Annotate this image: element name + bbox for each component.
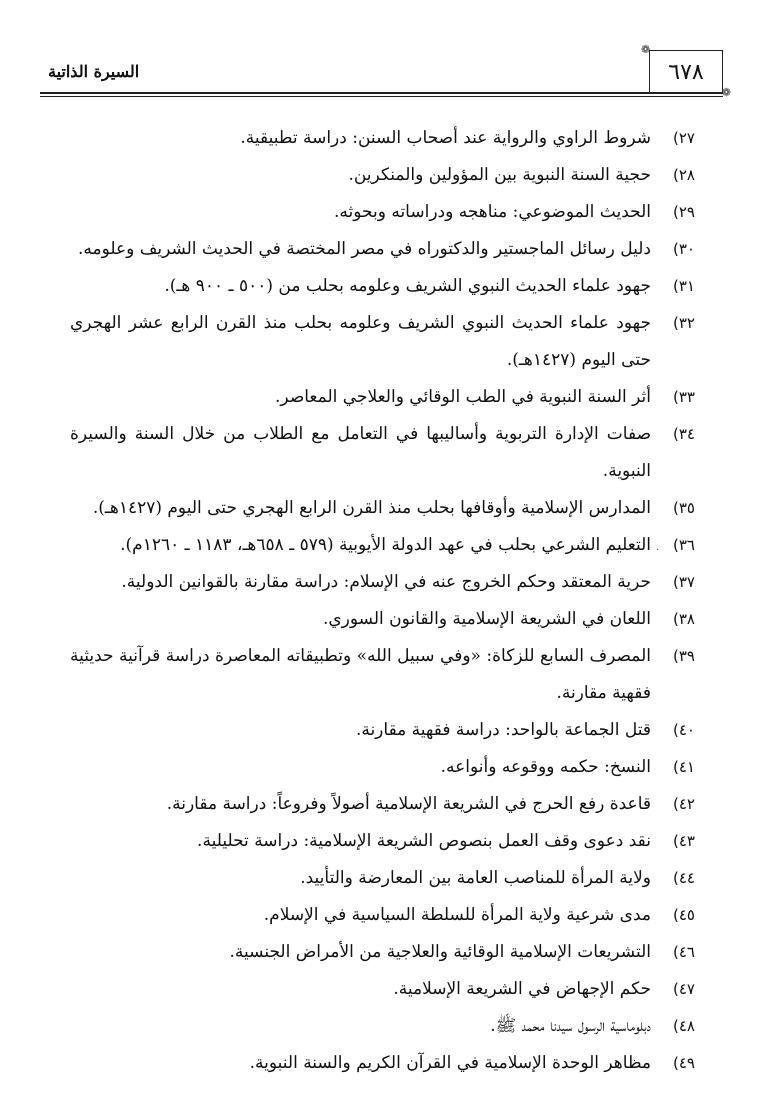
item-number: ٤٩): [673, 1054, 695, 1072]
list-item: [70, 490, 695, 527]
list-item: [70, 934, 695, 971]
list-item: [70, 786, 695, 823]
page-number-box: [641, 43, 731, 99]
list-item: [70, 823, 695, 860]
item-number: ٣١): [673, 277, 695, 295]
list-item: [70, 897, 695, 934]
list-item: [70, 601, 695, 638]
item-text: المدارس الإسلامية وأوقافها بحلب منذ القرن الرابع الهجري حتى اليوم (١٤٢٧هـ).: [92, 498, 651, 518]
item-number: ٣٧): [673, 573, 695, 591]
item-number: ٤٣): [673, 832, 695, 850]
item-number: ٤٥): [673, 906, 695, 924]
item-text: دبلوماسية الرسول سيدنا محمد ﷺ.: [490, 1016, 651, 1036]
item-text: الحديث الموضوعي: مناهجه ودراساته وبحوثه.: [333, 202, 651, 222]
list-item: [70, 120, 695, 157]
header-title: السيرة الذاتية: [48, 62, 140, 81]
list-item: [70, 564, 695, 601]
item-number: ٣٣): [673, 388, 695, 406]
item-text: قتل الجماعة بالواحد: دراسة فقهية مقارنة.: [355, 720, 651, 740]
header-rule-thin: [40, 96, 723, 97]
ornament-icon: ❁: [641, 43, 651, 56]
item-number: ٤٦): [673, 943, 695, 961]
item-text: دليل رسائل الماجستير والدكتوراه في مصر المختصة في الحديث الشريف وعلومه.: [77, 239, 651, 259]
item-text: التعليم الشرعي بحلب في عهد الدولة الأيوبية (٥٧٩ ـ ٦٥٨هـ، ١١٨٣ ـ ١٢٦٠م).: [120, 535, 651, 555]
item-text: جهود علماء الحديث النبوي الشريف وعلومه بحلب منذ القرن الرابع عشر الهجري حتى اليوم (١٤٢٧هـ).: [70, 313, 651, 370]
item-number: ٣٤): [673, 425, 695, 443]
list-item: [70, 971, 695, 1008]
list-item: [70, 712, 695, 749]
item-text: شروط الراوي والرواية عند أصحاب السنن: دراسة تطبيقية.: [240, 128, 651, 148]
list-item: [70, 157, 695, 194]
list-item: [70, 194, 695, 231]
item-number: ٤٨): [673, 1017, 695, 1035]
header-rule: [40, 92, 723, 94]
item-number: ٤٠): [673, 721, 695, 739]
list-item: [70, 527, 695, 564]
item-number: ٤٤): [673, 869, 695, 887]
ornament-icon: ❁: [721, 86, 731, 99]
list-item: [70, 638, 695, 712]
item-text: حكم الإجهاض في الشريعة الإسلامية.: [393, 979, 651, 999]
item-number: ٤٧): [673, 980, 695, 998]
list-item: [70, 305, 695, 379]
item-text: حرية المعتقد وحكم الخروج عنه في الإسلام: دراسة مقارنة بالقوانين الدولية.: [121, 572, 651, 592]
page-number: ٦٧٨: [668, 59, 704, 85]
list-item: [70, 231, 695, 268]
list-item: [70, 416, 695, 490]
item-number: ٢٩): [673, 203, 695, 221]
publication-list: [70, 120, 695, 1082]
item-number: ٤٢): [673, 795, 695, 813]
item-number: ٢٧): [673, 129, 695, 147]
item-text: المصرف السابع للزكاة: «وفي سبيل الله» وتطبيقاته المعاصرة دراسة قرآنية حديثية فقهية مقارنة.: [70, 646, 651, 703]
item-number: ٣٨): [673, 610, 695, 628]
item-number: ٣٩): [673, 647, 695, 665]
item-number: ٤١): [673, 758, 695, 776]
list-item: [70, 749, 695, 786]
item-text: أثر السنة النبوية في الطب الوقائي والعلاجي المعاصر.: [275, 387, 651, 407]
list-item: [70, 268, 695, 305]
list-item: [70, 1008, 695, 1045]
item-text: ولاية المرأة للمناصب العامة بين المعارضة والتأييد.: [300, 868, 651, 888]
item-text: النسخ: حكمه ووقوعه وأنواعه.: [440, 757, 651, 777]
item-number: ٣٥): [673, 499, 695, 517]
list-item: [70, 1045, 695, 1082]
item-number: ٣٢): [673, 314, 695, 332]
item-text: حجية السنة النبوية بين المؤولين والمنكرين.: [348, 165, 651, 185]
item-text: التشريعات الإسلامية الوقائية والعلاجية من الأمراض الجنسية.: [229, 942, 651, 962]
item-text: اللعان في الشريعة الإسلامية والقانون السوري.: [322, 609, 651, 629]
item-number: ٣٦): [673, 536, 695, 554]
item-number: ٢٨): [673, 166, 695, 184]
list-item: [70, 379, 695, 416]
running-header: [40, 43, 731, 99]
item-number: ٣٠): [673, 240, 695, 258]
item-text: مظاهر الوحدة الإسلامية في القرآن الكريم والسنة النبوية.: [249, 1053, 651, 1073]
item-text: قاعدة رفع الحرج في الشريعة الإسلامية أصولاً وفروعاً: دراسة مقارنة.: [166, 794, 651, 814]
list-item: [70, 860, 695, 897]
stray-mark: ·: [656, 545, 660, 556]
item-text: نقد دعوى وقف العمل بنصوص الشريعة الإسلامية: دراسة تحليلية.: [197, 831, 651, 851]
item-text: صفات الإدارة التربوية وأساليبها في التعامل مع الطلاب من خلال السنة والسيرة النبوية.: [70, 424, 651, 481]
item-text: مدى شرعية ولاية المرأة للسلطة السياسية في الإسلام.: [263, 905, 651, 925]
item-text: جهود علماء الحديث النبوي الشريف وعلومه بحلب من (٥٠٠ ـ ٩٠٠ هـ).: [164, 276, 651, 296]
